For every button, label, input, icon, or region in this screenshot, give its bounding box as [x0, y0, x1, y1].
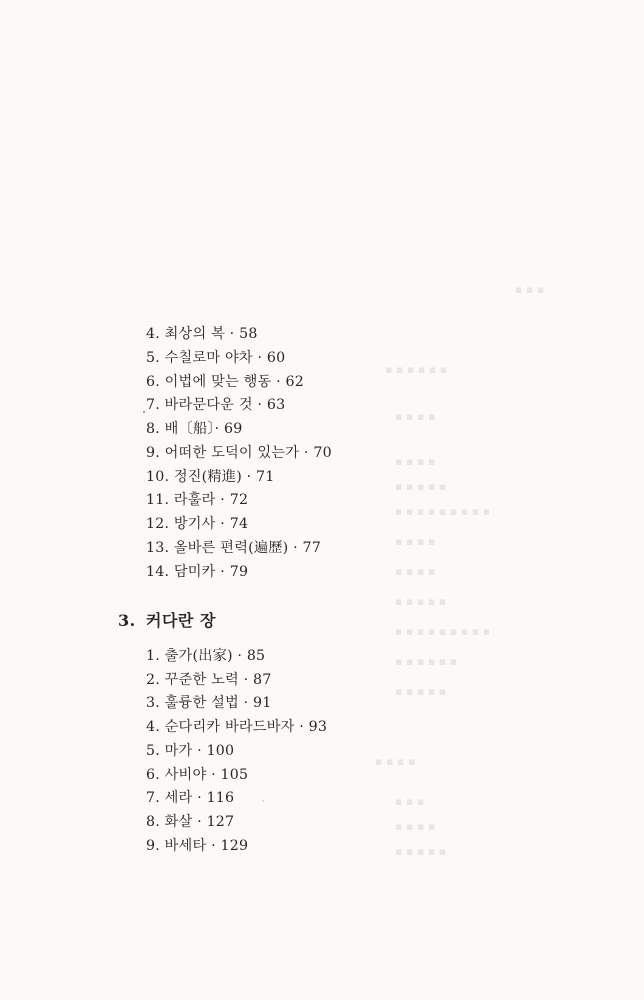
toc-entry: 7. 세라 · 116	[146, 790, 235, 806]
toc-entry: 6. 사비야 · 105	[146, 767, 249, 783]
print-speck	[143, 411, 145, 413]
print-speck	[262, 800, 264, 802]
bleed-through-text: ▪ ▪ ▪ ▪ ▪ ▪ ▪ ▪ ▪ ▪ ▪ ▪ ▪ ▪ ▪ ▪ ▪ ▪ ▪ ▪ ▪ ▪ ▪ ▪ ▪ ▪ ▪ ▪ ▪ ▪ ▪ ▪ ▪ ▪ ▪ ▪ ▪ ▪ ▪ ▪ ▪ ▪ ▪ ▪ ▪ ▪ ▪ ▪ ▪ ▪ ▪ ▪ ▪ ▪ ▪ ▪ ▪ ▪ ▪ ▪ ▪ ▪ ▪ ▪ ▪ ▪ ▪ ▪ ▪ ▪ ▪ ▪ ▪ ▪ ▪ ▪ ▪ ▪ ▪ ▪	[375, 283, 545, 858]
toc-entry: 5. 마가 · 100	[146, 743, 235, 759]
toc-entry: 12. 방기사 · 74	[146, 516, 249, 532]
toc-entry: 14. 담미카 · 79	[146, 564, 249, 580]
toc-entry: 4. 최상의 복 · 58	[146, 326, 258, 342]
toc-entry: 3. 훌륭한 설법 · 91	[146, 695, 272, 711]
toc-entry: 9. 바세타 · 129	[146, 838, 249, 854]
toc-entry: 5. 수칠로마 야차 · 60	[146, 350, 286, 366]
toc-entry: 6. 이법에 맞는 행동 · 62	[146, 374, 304, 390]
toc-entry: 9. 어떠한 도덕이 있는가 · 70	[146, 445, 332, 461]
toc-entry: 8. 배〔船〕· 69	[146, 421, 243, 437]
section-number: 3.	[118, 611, 136, 630]
section-title-text: 커다란 장	[146, 611, 216, 630]
toc-entry: 8. 화살 · 127	[146, 814, 235, 830]
section-heading	[118, 608, 216, 631]
toc-entry: 13. 올바른 편력(遍歷) · 77	[146, 540, 321, 556]
toc-entry: 4. 순다리카 바라드바자 · 93	[146, 719, 328, 735]
toc-entry: 11. 라훌라 · 72	[146, 492, 249, 508]
toc-entry: 7. 바라문다운 것 · 63	[146, 397, 286, 413]
toc-entry: 10. 정진(精進) · 71	[146, 469, 275, 485]
toc-entry: 2. 꾸준한 노력 · 87	[146, 672, 272, 688]
toc-entry: 1. 출가(出家) · 85	[146, 648, 266, 664]
